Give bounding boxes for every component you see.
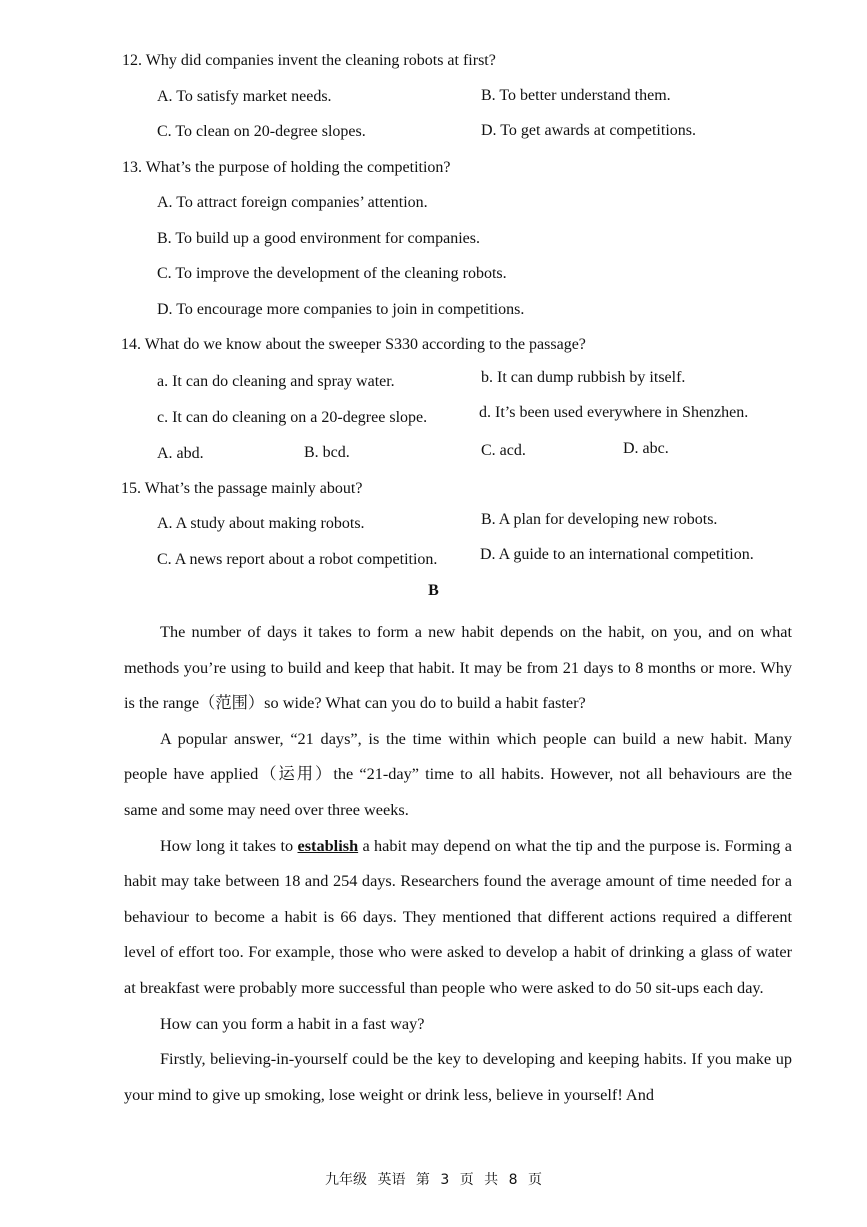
question-15-option-d: D. A guide to an international competition. [480,546,754,563]
passage-paragraph-3 [124,828,792,1006]
question-14-option-d: D. abc. [623,440,669,457]
question-14-option-c: C. acd. [481,442,526,459]
question-13-stem: 13. What’s the purpose of holding the competition? [122,159,451,176]
question-15-option-b: B. A plan for developing new robots. [481,511,718,528]
question-12-option-b: B. To better understand them. [481,87,671,104]
question-15-option-c: C. A news report about a robot competition. [157,551,438,568]
question-13-option-a: A. To attract foreign companies’ attention. [157,194,428,211]
keyword-establish: establish [297,835,359,855]
section-heading: B [428,582,439,599]
question-14-option-a: A. abd. [157,445,204,462]
question-12-option-c: C. To clean on 20-degree slopes. [157,123,366,140]
passage-paragraph-4: How can you form a habit in a fast way? [160,1013,425,1033]
paragraph-3-lead: How long it takes to [160,835,298,855]
question-12-option-d: D. To get awards at competitions. [481,122,696,139]
question-13-option-d: D. To encourage more companies to join in competitions. [157,301,525,318]
question-14-statement-b: b. It can dump rubbish by itself. [481,369,686,386]
passage-paragraph-5: Firstly, believing-in-yourself could be the key to developing and keeping habits. If you make up your mind to give up smoking, lose weight or drink less, believe in yourself! And [124,1049,792,1104]
question-14-stem: 14. What do we know about the sweeper S330 according to the passage? [121,336,586,353]
question-14-statement-c: c. It can do cleaning on a 20-degree slope. [157,409,428,426]
question-14-statement-d: d. It’s been used everywhere in Shenzhen. [479,404,749,421]
question-13-option-c: C. To improve the development of the cleaning robots. [157,265,507,282]
passage-paragraph-2: A popular answer, “21 days”, is the time within which people can build a new habit. Many people have applied（运用）the “21-day” time to all habits. However, not all behaviours are the same and some may need over three weeks. [124,728,792,819]
reading-passage [124,614,792,1112]
passage-paragraph-1: The number of days it takes to form a new habit depends on the habit, on you, and on what methods you’re using to build and keep that habit. It may be from 21 days to 8 months or more. Why is the range（范围）so wide? What can you do to build a habit faster? [124,622,792,713]
question-15-stem: 15. What’s the passage mainly about? [121,480,363,497]
question-14-statement-a: a. It can do cleaning and spray water. [157,373,395,390]
question-15-option-a: A. A study about making robots. [157,515,365,532]
question-12-stem: 12. Why did companies invent the cleaning robots at first? [122,52,496,69]
question-13-option-b: B. To build up a good environment for companies. [157,230,480,247]
question-14-option-b: B. bcd. [304,444,350,461]
page-footer: 九年级 英语 第 3 页 共 8 页 [325,1172,542,1188]
question-12-option-a: A. To satisfy market needs. [157,88,332,105]
paragraph-3-rest: a habit may depend on what the tip and the purpose is. Forming a habit may take between 18 and 254 days. Researchers found the average amount of time needed for a behaviour to become a habit is 66 days. They mentioned that different actions required a different level of effort too. For example, those who were asked to develop a habit of drinking a glass of water at breakfast were probably more successful than people who were asked to do 50 sit-ups each day. [124,835,792,997]
